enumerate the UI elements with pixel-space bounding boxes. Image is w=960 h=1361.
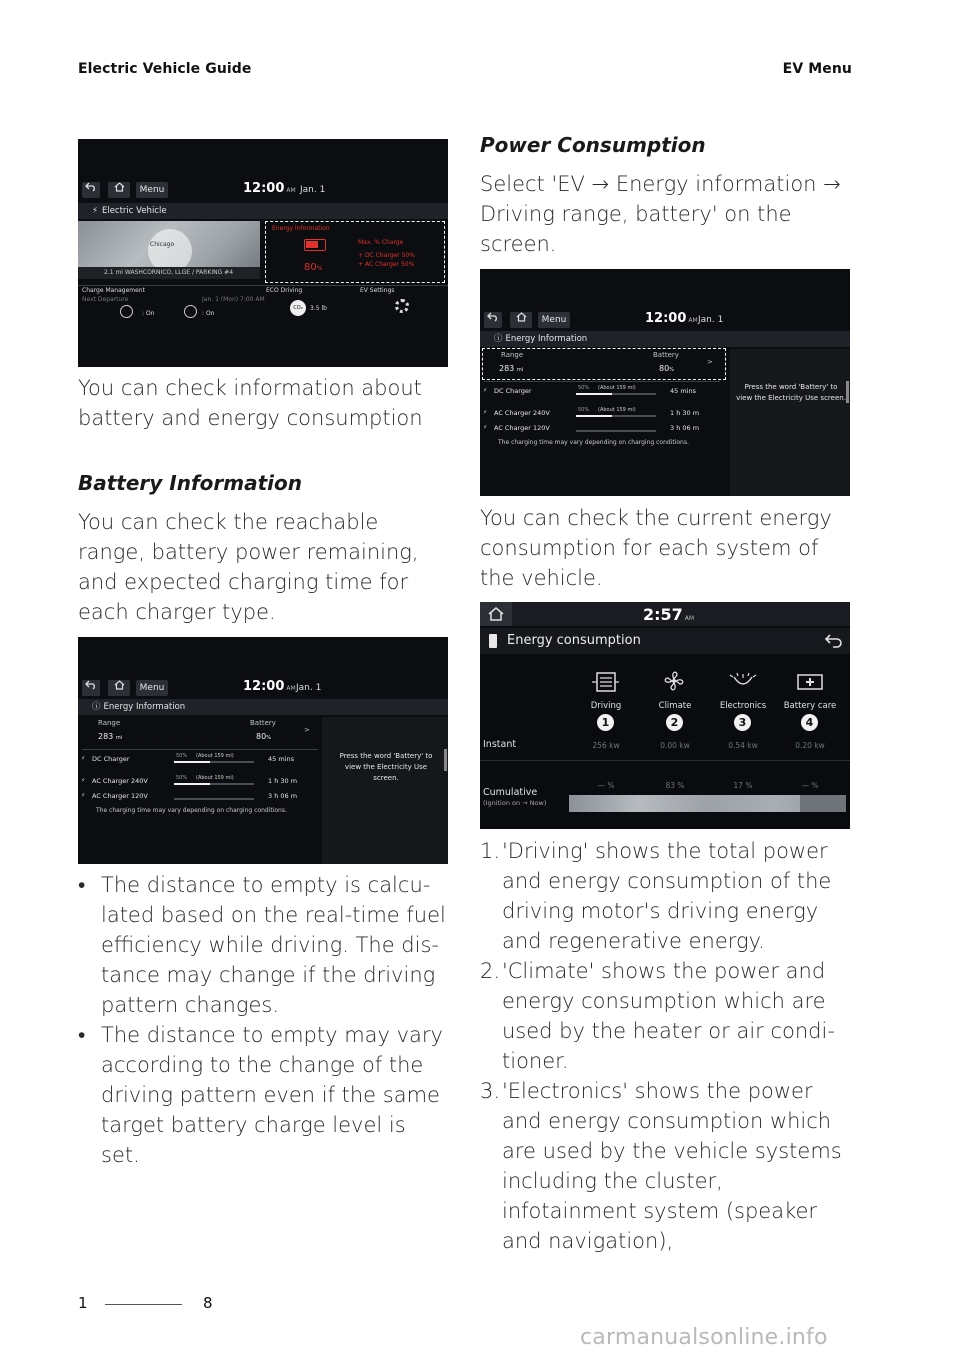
home-button[interactable] [108, 680, 130, 696]
back-icon [487, 312, 499, 322]
ev-title-bar: ⚡ Electric Vehicle [78, 203, 448, 219]
charger-row[interactable] [78, 790, 318, 804]
charger-name: DC Charger [92, 755, 130, 763]
charge-progress-fill [576, 415, 612, 417]
chevron-right-icon: > [707, 358, 713, 366]
info-icon: ⓘ [92, 702, 101, 712]
list-item: • The distance to empty is calcu-lated based on the real-time fuel efficiency while driving. The dis-tance may change if the driving pattern changes. [78, 873, 446, 1017]
battery-care-icon [795, 671, 825, 693]
category-label[interactable]: Electronics [719, 701, 767, 711]
charge-time: 3 h 06 m [670, 424, 700, 432]
ev-plug-icon: ⚡ [92, 206, 98, 216]
headlight-icon [728, 671, 758, 693]
back-button[interactable] [82, 182, 100, 198]
info-icon: ⓘ [494, 334, 503, 344]
energy-consumption-paragraph: You can check the current energy consumption for each system of the vehicle. [480, 506, 832, 590]
clock: 12:00 AM [243, 181, 296, 196]
home-button[interactable] [108, 182, 130, 198]
screenshot-energy-information-highlight: Menu 12:00 AM Jan. 1 ⓘ Energy Information Range 283 mi Battery 80% > The charging time may vary depending on charging conditions. Press the word 'Battery' to view the Electricity Use screen. ⚡ DC Charger 50% (About 159 mi) 45 mins ⚡ AC Charger 240V 50% (About 159 mi) 1 h 30 m ⚡ AC Charger 120V 3 h 06 m [480, 269, 850, 496]
power-consumption-paragraph: Select 'EV → Energy information → Driving range, battery' on the screen. [480, 172, 841, 256]
charge-time: 45 mins [268, 755, 294, 763]
bolt-icon: ⚡ [81, 777, 86, 784]
scrollbar[interactable] [444, 749, 447, 771]
back-icon [85, 680, 97, 690]
address-bar: 2.1 mi WASHCORNICO, LLGE / PARKING #4 [78, 267, 260, 279]
charge-progress-fill [174, 761, 210, 763]
charger-row[interactable] [78, 753, 318, 767]
date: Jan. 1 [698, 315, 724, 325]
cumulative-value: — % [801, 781, 819, 790]
instant-value: 256 kw [592, 741, 620, 750]
bolt-icon: ⚡ [483, 387, 488, 394]
footer-divider [105, 1304, 182, 1305]
charge-progress-bar [576, 415, 656, 417]
instant-value: 0.54 kw [728, 741, 758, 750]
charge-range-estimate: (About 159 mi) [196, 753, 234, 759]
battery-overview-paragraph: You can check information about battery and energy consumption [78, 376, 423, 430]
charger-name: DC Charger [494, 387, 532, 395]
consumption-categories-list [480, 836, 852, 1256]
header-guide-title: Electric Vehicle Guide [78, 61, 252, 77]
charger-name: AC Charger 240V [92, 777, 148, 785]
power-consumption-heading: Power Consumption [480, 133, 706, 157]
category-number-badge: 3 [734, 714, 751, 731]
back-icon [85, 182, 97, 192]
home-icon [114, 182, 125, 192]
bolt-icon: ⚡ [483, 409, 488, 416]
energy-info-card[interactable]: Energy Information 80% Max. % Charge + DC Charger 50% + AC Charger 50% [265, 221, 445, 283]
charger-name: AC Charger 240V [494, 409, 550, 417]
charge-range-estimate: (About 159 mi) [598, 407, 636, 413]
charge-time: 45 mins [670, 387, 696, 395]
charge-progress-bar [174, 798, 254, 800]
charge-range-estimate: (About 159 mi) [598, 385, 636, 391]
list-item: • The distance to empty may vary according to the change of the driving pattern even if the same target battery charge level is set. [78, 1023, 443, 1167]
range-battery-card[interactable]: Range 283 mi Battery 80% > [482, 348, 726, 380]
header-section-title: EV Menu [782, 61, 852, 77]
home-icon [114, 680, 125, 690]
eco-driving-label[interactable]: ECO Driving [266, 287, 303, 294]
range-battery-card[interactable]: Range 283 mi Battery 80% > [98, 719, 310, 741]
charge-time: 1 h 30 m [670, 409, 700, 417]
charge-progress-bar [174, 761, 254, 763]
category-number-badge: 4 [801, 714, 818, 731]
charger-row[interactable] [480, 385, 720, 399]
cumulative-bar [569, 795, 846, 812]
cumulative-value: — % [597, 781, 615, 790]
map-thumbnail[interactable]: Chicago [78, 221, 260, 279]
home-button[interactable] [510, 312, 532, 328]
charge-progress-fill [174, 783, 210, 785]
battery-icon [304, 239, 326, 251]
motor-icon [590, 670, 620, 694]
fan-icon [661, 668, 687, 694]
charge-progress-fill [576, 393, 612, 395]
screenshot-energy-consumption [480, 602, 850, 829]
back-button[interactable] [484, 312, 502, 328]
battery-icon [489, 634, 497, 648]
timer-icon [120, 305, 133, 318]
fan-icon [184, 305, 197, 318]
home-icon [487, 606, 505, 622]
charger-row[interactable] [480, 407, 720, 421]
menu-button[interactable]: Menu [136, 680, 168, 696]
charge-time: 3 h 06 m [268, 792, 298, 800]
menu-button[interactable]: Menu [136, 182, 168, 198]
clock: 2:57 AM [643, 605, 695, 624]
charger-row[interactable] [480, 422, 720, 436]
battery-hint-message: Press the word 'Battery' to view the Electricity Use screen. [736, 383, 846, 402]
cumulative-value: 17 % [733, 781, 753, 790]
charge-management-label[interactable]: Charge Management [82, 287, 145, 294]
category-label[interactable]: Driving [590, 701, 622, 711]
home-icon [516, 312, 527, 322]
charge-progress-bar [576, 430, 656, 432]
back-button[interactable] [82, 680, 100, 696]
battery-information-heading: Battery Information [78, 471, 303, 495]
clock: 12:00 AM [645, 311, 698, 326]
category-number-badge: 2 [666, 714, 683, 731]
cumulative-value: 83 % [665, 781, 685, 790]
watermark: carmanualsonline.info [580, 1325, 828, 1350]
gear-icon[interactable] [395, 299, 409, 313]
date: Jan. 1 [296, 683, 322, 693]
ev-settings-label[interactable]: EV Settings [360, 287, 395, 294]
charge-time: 1 h 30 m [268, 777, 298, 785]
cumulative-label: Cumulative [483, 787, 538, 798]
list-item: 3. 'Electronics' shows the power and energy consumption which are used by the vehicle systems including the cluster, infotainment system (speaker and navigation), [480, 1079, 842, 1253]
charge-progress-bar [576, 393, 656, 395]
charge-target-pct: 50% [176, 775, 188, 781]
back-icon[interactable] [824, 633, 844, 649]
bolt-icon: ⚡ [483, 424, 488, 431]
category-label[interactable]: Climate [658, 701, 692, 711]
consumption-title-bar: Energy consumption [480, 628, 850, 654]
charger-row[interactable] [78, 775, 318, 789]
instant-label: Instant [483, 739, 517, 750]
charge-target-pct: 50% [578, 407, 590, 413]
battery-hint-message: Press the word 'Battery' to view the Electricity Use screen. [339, 752, 433, 782]
charger-name: AC Charger 120V [92, 792, 148, 800]
list-item: 1. 'Driving' shows the total power and energy consumption of the driving motor's driving energy and regenerative energy. [480, 839, 832, 953]
charger-name: AC Charger 120V [494, 424, 550, 432]
co2-badge: CO₂ [290, 300, 306, 316]
category-label[interactable]: Battery care [783, 701, 837, 711]
charge-range-estimate: (About 159 mi) [196, 775, 234, 781]
energy-info-title-bar: ⓘ Energy Information [480, 331, 850, 347]
battery-information-paragraph: You can check the reachable range, battery power remaining, and expected charging time for each charger type. [78, 510, 419, 624]
instant-value: 0.20 kw [795, 741, 825, 750]
list-item: 2. 'Climate' shows the power and energy consumption which are used by the heater or air condi-tioner. [480, 959, 835, 1073]
home-button[interactable] [480, 602, 512, 626]
instant-value: 0.00 kw [660, 741, 690, 750]
chevron-right-icon: > [304, 726, 310, 734]
page-number: 8 [203, 1294, 213, 1312]
charge-progress-bar [174, 783, 254, 785]
charge-target-pct: 50% [176, 753, 188, 759]
energy-info-title-bar: ⓘ Energy Information [78, 699, 448, 715]
screenshot-energy-information: Menu 12:00 AM Jan. 1 ⓘ Energy Information Range 283 mi Battery 80% > The charging time may vary depending on charging conditions. Press the word 'Battery' to view the Electricity Use screen. ⚡ DC Charger 50% (About 159 mi) 45 mins ⚡ AC Charger 240V 50% (About 159 mi) 1 h 30 m ⚡ AC Charger 120V 3 h 06 m [78, 637, 448, 864]
scrollbar[interactable] [846, 381, 849, 403]
chapter-number: 1 [78, 1294, 88, 1312]
clock: 12:00 AM [243, 679, 296, 694]
bolt-icon: ⚡ [81, 792, 86, 799]
charge-target-pct: 50% [578, 385, 590, 391]
bolt-icon: ⚡ [81, 755, 86, 762]
menu-button[interactable]: Menu [538, 312, 570, 328]
category-number-badge: 1 [597, 714, 614, 731]
distance-notes-list [78, 870, 448, 1170]
screenshot-electric-vehicle: Menu 12:00 AM Jan. 1 ⚡ Electric Vehicle Chicago 2.1 mi WASHCORNICO, LLGE / PARKING #4 Energy Information 80% Max. % Charge + DC Charger 50% + AC Charger 50% Charge Management Next Departure Jan. 1 (Mon) 7:00 AM : On : On ECO Driving CO₂ 3.5 lb EV Settings [78, 139, 448, 367]
date: Jan. 1 [300, 185, 326, 195]
battery-percentage: 80% [304, 262, 323, 273]
cumulative-sub-label: (Ignition on → Now) [483, 799, 547, 807]
